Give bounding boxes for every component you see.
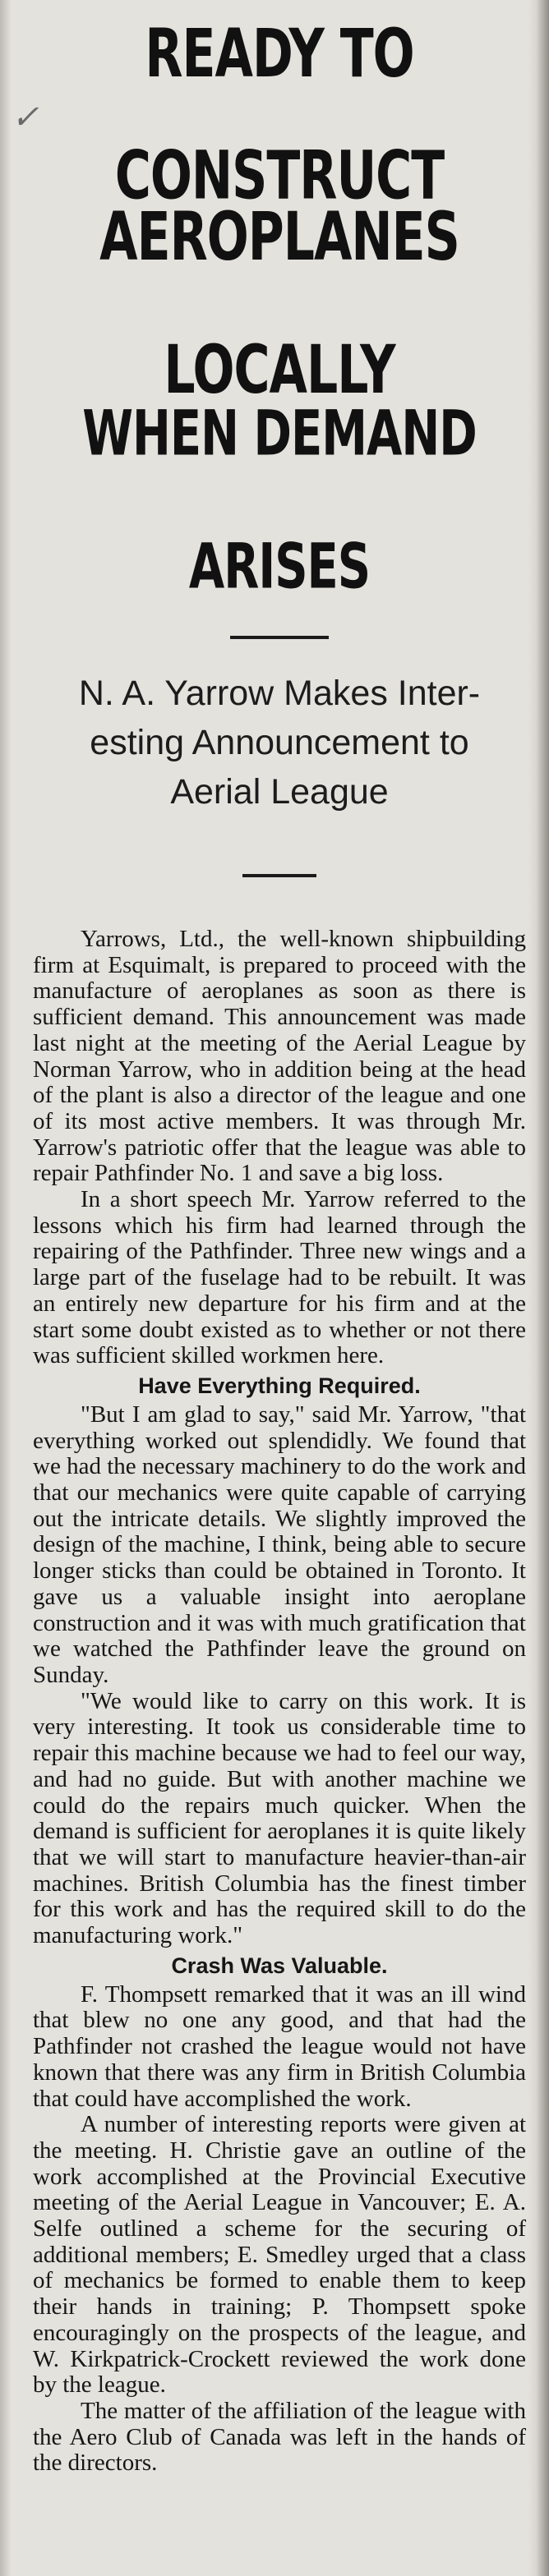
scan-edge-left [0, 0, 12, 2576]
paragraph: F. Thompsett remarked that it was an ill wind that blew no one any good, and that had the Pathfinder not crashed the league would not have known that there was any firm in British Columbia that could have accomplished the work. [33, 1980, 526, 2112]
divider-rule [230, 636, 329, 639]
scan-edge-right [528, 0, 549, 2576]
article [33, 15, 526, 2477]
headline-line-2: AEROPLANES LOCALLY [99, 198, 459, 410]
divider-rule [242, 874, 316, 877]
headline-line-1: READY TO CONSTRUCT [114, 15, 445, 215]
article-body [33, 927, 526, 2477]
margin-pen-mark: ✓ [12, 99, 39, 136]
deck-line-1: N. A. Yarrow Makes Inter- [78, 674, 481, 713]
paragraph: "We would like to carry on this work. It is very interesting. It took us considerable time to repair this machine because we had to feel our way, and had no guide. But with another machine we could do the repairs much quicker. When the demand is sufficient for aeroplanes it is quite likely that we will start to manufacture heavier-than-air machines. British Columbia has the finest timber for this work and has the required skill to do the manufacturing work." [33, 1687, 526, 1949]
deck-heading [33, 669, 526, 816]
headline-line-3: WHEN DEMAND ARISES [82, 398, 477, 604]
subheading: Crash Was Valuable. [171, 1953, 388, 1978]
paragraph: A number of interesting reports were given at the meeting. H. Christie gave an outline of the work accomplished at the Provincial Executive meeting of the Aerial League in Vancouver; E. A. Selfe outlined a scheme for the securing of additional members; E. Smedley urged that a class of mechanics be formed to enable them to keep their hands in training; P. Thompsett spoke encouragingly on the prospects of the league, and W. Kirkpatrick-Crockett reviewed the work done by the league. [33, 2111, 526, 2399]
deck-line-3: Aerial League [170, 772, 389, 812]
subheading: Have Everything Required. [138, 1373, 421, 1398]
paragraph: The matter of the affiliation of the league with the Aero Club of Canada was left in the hands of the directors. [33, 2397, 526, 2477]
paragraph: Yarrows, Ltd., the well-known shipbuilding firm at Esquimalt, is prepared to proceed with the manufacture of aeroplanes as soon as there is sufficient demand. This announcement was made last night at the meeting of the Aerial League by Norman Yarrow, who in addition being at the head of the plant is also a director of the league and one of its most active members. It was through Mr. Yarrow's patriotic offer that the league was able to repair Pathfinder No. 1 and save a big loss. [33, 926, 526, 1187]
paragraph: "But I am glad to say," said Mr. Yarrow, "that everything worked out splendidly. We found that we had the necessary machinery to do the work and that our mechanics were quite capable of carrying out the intricate details. We slightly improved the design of the machine, I think, being able to secure longer sticks than could be obtained in Toronto. It gave us a valuable insight into aeroplane construction and it was with much gratification that we watched the Pathfinder leave the ground on Sunday. [33, 1401, 526, 1688]
paragraph: In a short speech Mr. Yarrow referred to the lessons which his firm had learned through the repairing of the Pathfinder. Three new wings and a large part of the fuselage had to be rebuilt. It was an entirely new departure for his firm and at the start some doubt existed as to whether or not there was sufficient skilled workmen here. [33, 1186, 526, 1369]
deck-line-2: esting Announcement to [90, 723, 469, 762]
